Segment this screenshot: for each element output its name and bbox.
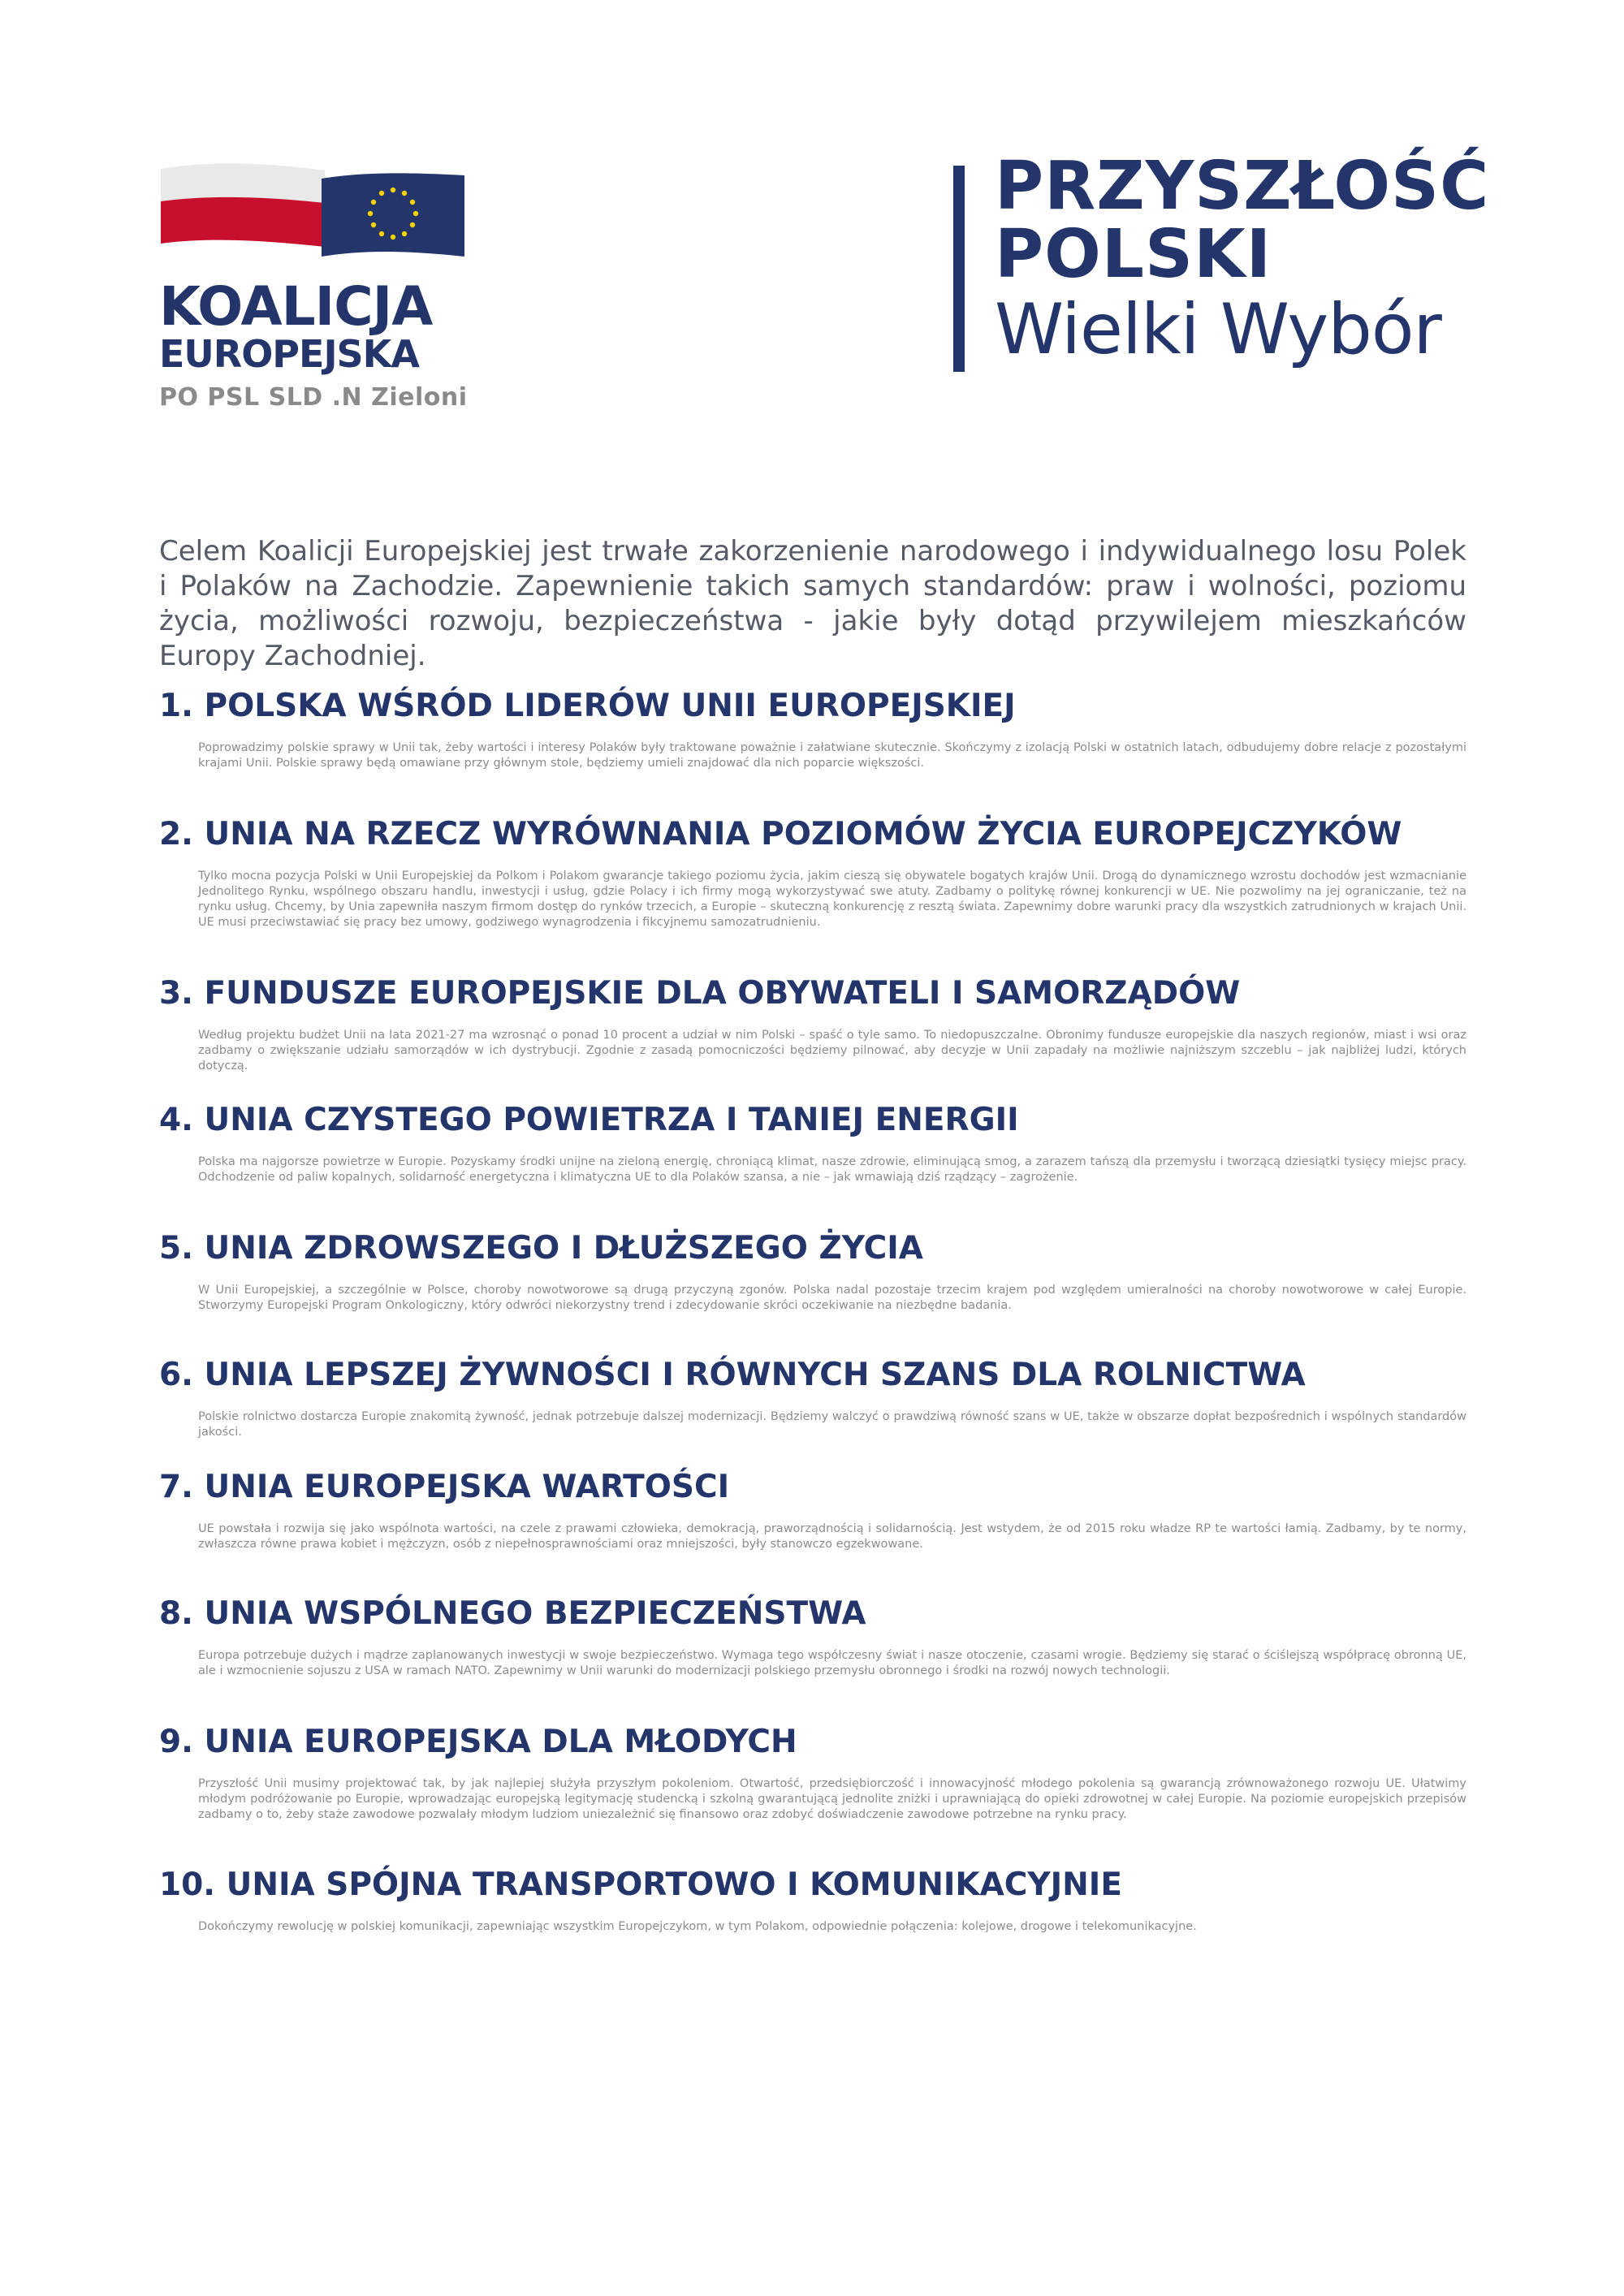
section-body: W Unii Europejskiej, a szczególnie w Polsce, choroby nowotworowe są drugą przyczyną zgonów. Polska nadal pozostaje trzecim krajem pod względem umieralności na choroby nowotworowe w całej Europie. Stworzymy Europejski Program Onkologiczny, który odwróci niekorzystny trend i zdecydowanie skróci oczekiwanie na niezbędne badania. [198,1284,1466,1312]
title-accent-bar [953,166,965,372]
party-logo [159,162,476,412]
section-body: UE powstała i rozwija się jako wspólnota wartości, na czele z prawami człowieka, demokracją, praworządnością i solidarnością. Jest wstydem, że od 2015 roku władze RP te wartości łamią. Zadbamy, by te normy, zwłaszcza równe prawa kobiet i mężczyzn, osób z niepełnosprawnościami oraz mniejszości, były stanowczo egzekwowane. [198,1522,1466,1551]
title-subtitle: Wielki Wybór [995,289,1441,370]
section-9 [159,1723,1466,1823]
section-body: Przyszłość Unii musimy projektować tak, by jak najlepiej służyła przyszłym pokoleniom. Otwartość, przedsiębiorczość i innowacyjność młodego pokolenia są gwarancją zrównoważonego rozwoju UE. Ułatwimy młodym podróżowanie po Europie, wprowadzając europejską legitymację studencką i szkolną gwarantującą jednolite zniżki i uprawniającą do opieki zdrowotnej w całej Europie. Na poziomie europejskich przepisów zadbamy o to, żeby staże zawodowe pozwalały młodym ludziom uniezależnić się finansowo oraz zdobyć doświadczenie zawodowe potrzebne na rynku pracy. [198,1777,1466,1821]
section-body: Tylko mocna pozycja Polski w Unii Europejskiej da Polkom i Polakom gwarancje takiego poziomu życia, jakim cieszą się obywatele bogatych krajów Unii. Drogą do dynamicznego wzrostu dochodów jest wzmacnianie Jednolitego Rynku, wspólnego obszaru handlu, inwestycji i usług, gdzie Polacy i ich firmy mogą wykorzystywać swe atuty. Zadbamy o politykę równej konkurencji w UE. Nie pozwolimy na jej ograniczanie, też na rynku usług. Chcemy, by Unia zapewniła naszym firmom dostęp do rynków trzecich, a Europie – skuteczną konkurencję z resztą świata. Zapewnimy dobre warunki pracy dla wszystkich zatrudnionych w krajach Unii. UE musi przeciwstawiać się pracy bez umowy, godziwego wynagrodzenia i fikcyjnemu samozatrudnieniu. [198,870,1466,929]
section-2 [159,815,1466,930]
title-line1: PRZYSZŁOŚĆ [995,148,1490,225]
section-body: Poprowadzimy polskie sprawy w Unii tak, żeby wartości i interesy Polaków były traktowane poważnie i załatwiane skutecznie. Skończymy z izolacją Polski w ostatnich latach, odbudujemy dobre relacje z pozostałymi krajami Unii. Polskie sprawy będą omawiane przy głównym stole, będziemy umieli znajdować dla nich poparcie większości. [198,741,1466,770]
logo-parties: PO PSL SLD .N Zieloni [159,383,468,412]
section-heading: 5. UNIA ZDROWSZEGO I DŁUŻSZEGO ŻYCIA [159,1230,923,1267]
section-7 [159,1468,1466,1552]
section-heading: 9. UNIA EUROPEJSKA DLA MŁODYCH [159,1724,797,1760]
section-body: Dokończymy rewolucję w polskiej komunikacji, zapewniając wszystkim Europejczykom, w tym Polakom, odpowiednie połączenia: kolejowe, drogowe i telekomunikacyjne. [198,1920,1197,1933]
section-body: Polska ma najgorsze powietrze w Europie. Pozyskamy środki unijne na zieloną energię, chroniącą klimat, nasze zdrowie, eliminującą smog, a zarazem tańszą dla przemysłu i tworzącą dziesiątki tysięcy miejsc pracy. Odchodzenie od paliw kopalnych, solidarność energetyczna i klimatyczna UE to dla Polaków szansa, a nie – jak wmawiają dziś rządzący – zagrożenie. [198,1155,1466,1184]
section-3 [159,974,1466,1074]
section-body: Europa potrzebuje dużych i mądrze zaplanowanych inwestycji w swoje bezpieczeństwo. Wymaga tego współczesny świat i nasze otoczenie, czasami wrogie. Będziemy się starać o ściślejszą współpracę obronną UE, ale i wzmocnienie sojuszu z USA w ramach NATO. Zapewnimy w Unii warunki do modernizacji polskiego przemysłu obronnego i środki na rozwój nowych technologii. [198,1649,1466,1677]
section-heading: 2. UNIA NA RZECZ WYRÓWNANIA POZIOMÓW ŻYCIA EUROPEJCZYKÓW [159,816,1402,852]
section-1 [159,687,1466,771]
section-heading: 10. UNIA SPÓJNA TRANSPORTOWO I KOMUNIKACYJNIE [159,1867,1122,1903]
section-body: Według projektu budżet Unii na lata 2021-27 ma wzrosnąć o ponad 10 procent a udział w nim Polski – spaść o tyle samo. To niedopuszczalne. Obronimy fundusze europejskie dla naszych regionów, miast i wsi oraz zadbamy o zwiększanie udziału samorządów w ich dystrybucji. Zgodnie z zasadą pomocniczości będziemy pilnować, aby decyzje w Unii zapadały na możliwie najniższym szczeblu – jak najbliżej ludzi, których dotyczą. [198,1029,1466,1072]
intro-paragraph: Celem Koalicji Europejskiej jest trwałe zakorzenienie narodowego i indywidualnego losu Polek i Polaków na Zachodzie. Zapewnienie takich samych standardów: praw i wolności, poziomu życia, możliwości rozwoju, bezpieczeństwa - jakie były dotąd przywilejem mieszkańców Europy Zachodniej. [159,535,1466,672]
logo-title-line1: KOALICJA [159,275,433,338]
section-6 [159,1356,1466,1440]
section-heading: 4. UNIA CZYSTEGO POWIETRZA I TANIEJ ENERGII [159,1102,1019,1138]
section-4 [159,1101,1466,1185]
title-line2: POLSKI [995,216,1272,293]
section-heading: 6. UNIA LEPSZEJ ŻYWNOŚCI I RÓWNYCH SZANS DLA ROLNICTWA [159,1357,1306,1393]
page-title [995,148,1514,370]
logo-title-line2: EUROPEJSKA [159,332,419,376]
section-10 [159,1866,1466,1935]
section-5 [159,1229,1466,1314]
flags-icon [159,162,468,260]
section-heading: 7. UNIA EUROPEJSKA WARTOŚCI [159,1469,730,1505]
section-heading: 1. POLSKA WŚRÓD LIDERÓW UNII EUROPEJSKIEJ [159,688,1016,724]
section-heading: 8. UNIA WSPÓLNEGO BEZPIECZEŃSTWA [159,1595,866,1632]
section-heading: 3. FUNDUSZE EUROPEJSKIE DLA OBYWATELI I SAMORZĄDÓW [159,975,1241,1012]
section-8 [159,1595,1466,1679]
section-body: Polskie rolnictwo dostarcza Europie znakomitą żywność, jednak potrzebuje dalszej modernizacji. Będziemy walczyć o prawdziwą równość szans w UE, także w obszarze dopłat bezpośrednich i wspólnych standardów jakości. [198,1410,1466,1439]
